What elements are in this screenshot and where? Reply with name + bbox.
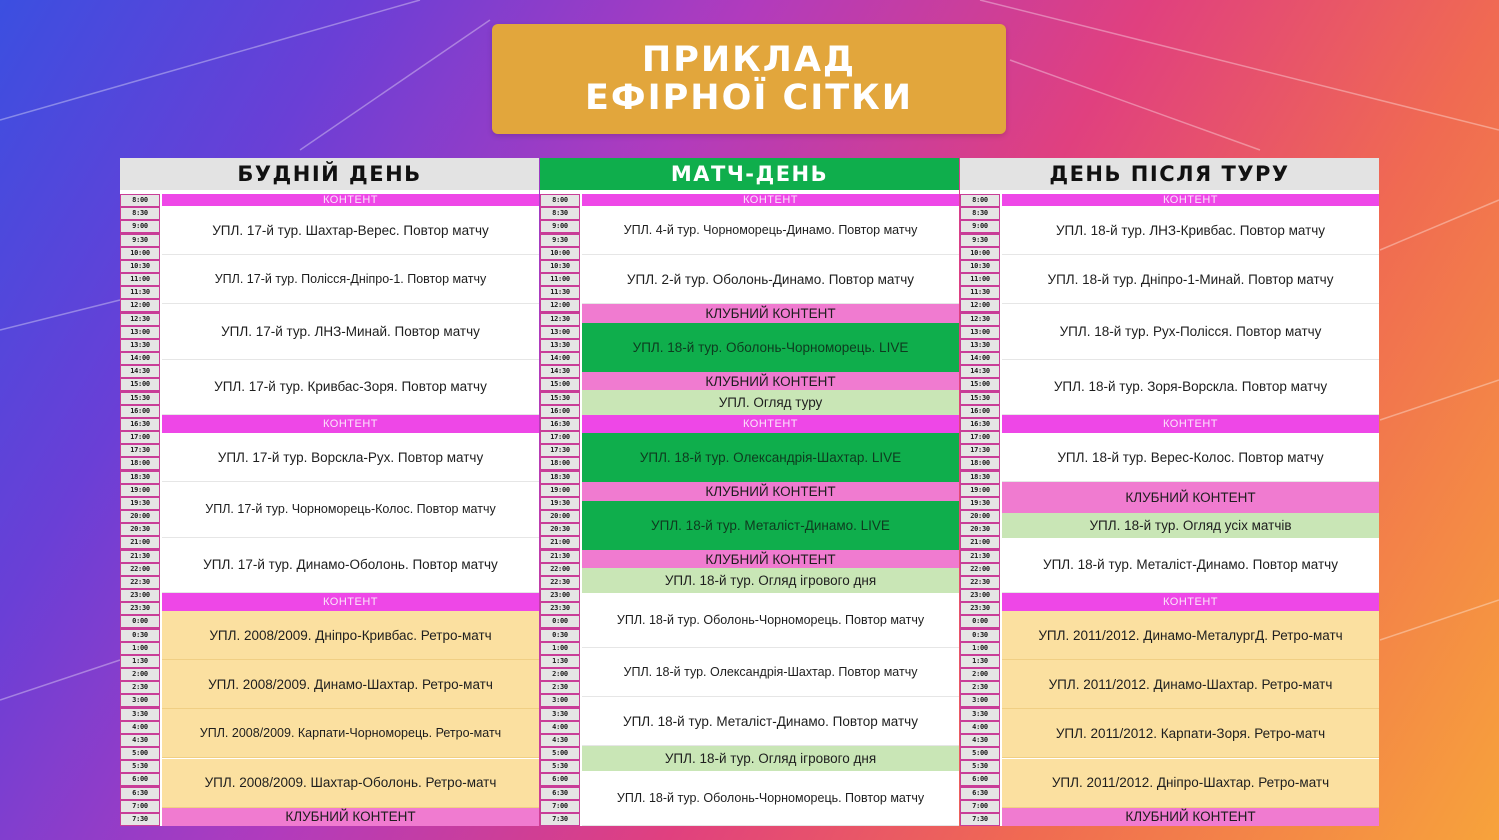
time-tick: 12:30 xyxy=(121,314,159,325)
time-tick: 7:30 xyxy=(961,814,999,825)
time-tick: 0:30 xyxy=(541,630,579,641)
title-line-1: ПРИКЛАД xyxy=(641,40,857,80)
time-tick: 18:00 xyxy=(541,458,579,469)
time-tick: 7:00 xyxy=(541,801,579,812)
column-header-weekday: БУДНІЙ ДЕНЬ xyxy=(120,158,539,190)
time-tick: 21:00 xyxy=(541,537,579,548)
time-tick: 7:00 xyxy=(961,801,999,812)
schedule-block-club: КЛУБНИЙ КОНТЕНТ xyxy=(582,550,959,568)
time-tick: 8:30 xyxy=(541,208,579,219)
time-tick: 5:00 xyxy=(541,748,579,759)
time-tick: 5:30 xyxy=(961,761,999,772)
schedule-block-replay: УПЛ. 4-й тур. Чорноморець-Динамо. Повтор матчу xyxy=(582,206,959,255)
schedule-block-retro: УПЛ. 2011/2012. Динамо-Шахтар. Ретро-матч xyxy=(1002,660,1379,709)
schedule-block-club: КЛУБНИЙ КОНТЕНТ xyxy=(582,482,959,500)
title-line-2: ЕФІРНОЇ СІТКИ xyxy=(584,78,914,118)
time-tick: 2:30 xyxy=(961,682,999,693)
time-tick: 12:00 xyxy=(121,300,159,311)
time-tick: 21:30 xyxy=(121,551,159,562)
time-tick: 20:30 xyxy=(541,524,579,535)
time-tick: 13:00 xyxy=(961,327,999,338)
schedule-block-replay: УПЛ. 17-й тур. Динамо-Оболонь. Повтор матчу xyxy=(162,538,539,593)
schedule-block-replay: УПЛ. 18-й тур. Рух-Полісся. Повтор матчу xyxy=(1002,304,1379,359)
time-tick: 8:00 xyxy=(961,195,999,206)
time-tick: 19:00 xyxy=(541,485,579,496)
time-tick: 9:00 xyxy=(541,221,579,232)
time-tick: 19:30 xyxy=(961,498,999,509)
schedule-block-club: КЛУБНИЙ КОНТЕНТ xyxy=(162,808,539,826)
time-tick: 6:30 xyxy=(961,788,999,799)
time-tick: 15:30 xyxy=(961,393,999,404)
time-tick: 19:00 xyxy=(121,485,159,496)
time-tick: 10:30 xyxy=(961,261,999,272)
schedule-block-replay: УПЛ. 18-й тур. Верес-Колос. Повтор матчу xyxy=(1002,433,1379,482)
column-header-after-round: ДЕНЬ ПІСЛЯ ТУРУ xyxy=(960,158,1379,190)
time-tick: 6:00 xyxy=(121,774,159,785)
time-tick: 23:30 xyxy=(121,603,159,614)
time-tick: 3:30 xyxy=(541,709,579,720)
time-tick: 21:00 xyxy=(961,537,999,548)
time-tick: 18:00 xyxy=(121,458,159,469)
time-tick: 6:30 xyxy=(541,788,579,799)
time-tick: 13:00 xyxy=(541,327,579,338)
time-tick: 19:30 xyxy=(541,498,579,509)
schedule-block-retro: УПЛ. 2008/2009. Динамо-Шахтар. Ретро-матч xyxy=(162,660,539,709)
time-tick: 21:30 xyxy=(961,551,999,562)
time-tick: 9:00 xyxy=(961,221,999,232)
schedule-block-live: УПЛ. 18-й тур. Олександрія-Шахтар. LIVE xyxy=(582,433,959,482)
time-tick: 18:30 xyxy=(121,472,159,483)
title-banner xyxy=(492,24,1006,134)
time-scale xyxy=(960,194,1000,826)
time-tick: 5:30 xyxy=(541,761,579,772)
schedule-block-replay: УПЛ. 18-й тур. Оболонь-Чорноморець. Повтор матчу xyxy=(582,771,959,826)
time-tick: 17:30 xyxy=(121,445,159,456)
schedule-block-retro: УПЛ. 2011/2012. Карпати-Зоря. Ретро-матч xyxy=(1002,709,1379,758)
schedule-block-club: КЛУБНИЙ КОНТЕНТ xyxy=(582,372,959,390)
schedule-block-replay: УПЛ. 17-й тур. Шахтар-Верес. Повтор матчу xyxy=(162,206,539,255)
time-tick: 22:00 xyxy=(541,564,579,575)
time-tick: 21:30 xyxy=(541,551,579,562)
time-tick: 3:30 xyxy=(121,709,159,720)
time-tick: 16:00 xyxy=(961,406,999,417)
time-tick: 15:00 xyxy=(961,379,999,390)
time-tick: 10:00 xyxy=(121,248,159,259)
time-tick: 14:00 xyxy=(961,353,999,364)
schedule-block-replay: УПЛ. 18-й тур. Металіст-Динамо. Повтор матчу xyxy=(582,697,959,746)
time-tick: 8:30 xyxy=(121,208,159,219)
time-tick: 8:30 xyxy=(961,208,999,219)
schedule-block-replay: УПЛ. 18-й тур. Оболонь-Чорноморець. Повтор матчу xyxy=(582,593,959,648)
time-tick: 2:00 xyxy=(961,669,999,680)
time-tick: 4:00 xyxy=(961,722,999,733)
schedule-block-replay: УПЛ. 17-й тур. ЛНЗ-Минай. Повтор матчу xyxy=(162,304,539,359)
schedule-block-live: УПЛ. 18-й тур. Металіст-Динамо. LIVE xyxy=(582,501,959,550)
schedule-block-retro: УПЛ. 2011/2012. Динамо-МеталургД. Ретро-матч xyxy=(1002,611,1379,660)
time-tick: 2:30 xyxy=(541,682,579,693)
time-tick: 5:30 xyxy=(121,761,159,772)
time-tick: 3:30 xyxy=(961,709,999,720)
schedule-block-live: УПЛ. 18-й тур. Оболонь-Чорноморець. LIVE xyxy=(582,323,959,372)
schedule-block-club: КЛУБНИЙ КОНТЕНТ xyxy=(1002,808,1379,826)
time-tick: 11:00 xyxy=(121,274,159,285)
column-weekday xyxy=(120,158,539,826)
time-tick: 23:00 xyxy=(121,590,159,601)
time-tick: 7:30 xyxy=(541,814,579,825)
schedule-block-club: КЛУБНИЙ КОНТЕНТ xyxy=(582,304,959,322)
schedule-block-content: КОНТЕНТ xyxy=(1002,194,1379,206)
time-tick: 16:00 xyxy=(121,406,159,417)
time-tick: 22:30 xyxy=(961,577,999,588)
time-tick: 16:30 xyxy=(121,419,159,430)
time-tick: 3:00 xyxy=(961,695,999,706)
time-tick: 13:30 xyxy=(121,340,159,351)
time-tick: 8:00 xyxy=(121,195,159,206)
time-tick: 21:00 xyxy=(121,537,159,548)
time-tick: 5:00 xyxy=(961,748,999,759)
time-tick: 16:00 xyxy=(541,406,579,417)
time-tick: 1:00 xyxy=(961,643,999,654)
time-tick: 1:00 xyxy=(121,643,159,654)
time-tick: 19:30 xyxy=(121,498,159,509)
time-tick: 1:00 xyxy=(541,643,579,654)
time-tick: 16:30 xyxy=(961,419,999,430)
schedule-block-replay: УПЛ. 2-й тур. Оболонь-Динамо. Повтор матчу xyxy=(582,255,959,304)
time-tick: 14:30 xyxy=(121,366,159,377)
time-tick: 14:30 xyxy=(961,366,999,377)
time-tick: 15:00 xyxy=(121,379,159,390)
time-tick: 16:30 xyxy=(541,419,579,430)
schedule-block-review: УПЛ. Огляд туру xyxy=(582,390,959,415)
time-tick: 4:00 xyxy=(541,722,579,733)
time-tick: 0:30 xyxy=(961,630,999,641)
column-matchday xyxy=(540,158,959,826)
time-tick: 23:30 xyxy=(961,603,999,614)
time-tick: 2:00 xyxy=(121,669,159,680)
time-tick: 2:00 xyxy=(541,669,579,680)
time-tick: 13:00 xyxy=(121,327,159,338)
time-tick: 2:30 xyxy=(121,682,159,693)
schedule-block-replay: УПЛ. 17-й тур. Полісся-Дніпро-1. Повтор матчу xyxy=(162,255,539,304)
schedule-block-retro: УПЛ. 2008/2009. Карпати-Чорноморець. Ретро-матч xyxy=(162,709,539,758)
time-tick: 9:00 xyxy=(121,221,159,232)
time-tick: 12:00 xyxy=(961,300,999,311)
schedule-block-retro: УПЛ. 2008/2009. Шахтар-Оболонь. Ретро-матч xyxy=(162,759,539,808)
time-tick: 13:30 xyxy=(961,340,999,351)
time-tick: 7:30 xyxy=(121,814,159,825)
time-tick: 11:30 xyxy=(961,287,999,298)
time-tick: 20:30 xyxy=(961,524,999,535)
column-after-round xyxy=(960,158,1379,826)
time-tick: 20:30 xyxy=(121,524,159,535)
time-tick: 9:30 xyxy=(541,235,579,246)
time-tick: 14:00 xyxy=(121,353,159,364)
schedule-block-content: КОНТЕНТ xyxy=(162,593,539,611)
time-tick: 4:00 xyxy=(121,722,159,733)
time-tick: 18:00 xyxy=(961,458,999,469)
time-tick: 7:00 xyxy=(121,801,159,812)
time-tick: 18:30 xyxy=(961,472,999,483)
time-tick: 1:30 xyxy=(541,656,579,667)
schedule-block-club: КЛУБНИЙ КОНТЕНТ xyxy=(1002,482,1379,513)
time-tick: 10:00 xyxy=(541,248,579,259)
schedule-block-content: КОНТЕНТ xyxy=(1002,415,1379,433)
schedule-block-content: КОНТЕНТ xyxy=(162,194,539,206)
time-tick: 4:30 xyxy=(121,735,159,746)
time-tick: 23:30 xyxy=(541,603,579,614)
time-tick: 5:00 xyxy=(121,748,159,759)
schedule-block-content: КОНТЕНТ xyxy=(582,415,959,433)
time-tick: 10:30 xyxy=(121,261,159,272)
time-tick: 15:00 xyxy=(541,379,579,390)
time-tick: 8:00 xyxy=(541,195,579,206)
time-tick: 22:00 xyxy=(121,564,159,575)
time-tick: 14:00 xyxy=(541,353,579,364)
time-scale xyxy=(540,194,580,826)
time-tick: 20:00 xyxy=(121,511,159,522)
time-tick: 9:30 xyxy=(961,235,999,246)
schedule-block-review: УПЛ. 18-й тур. Огляд усіх матчів xyxy=(1002,513,1379,538)
schedule-block-content: КОНТЕНТ xyxy=(1002,593,1379,611)
time-tick: 15:30 xyxy=(121,393,159,404)
time-tick: 11:30 xyxy=(121,287,159,298)
schedule-block-replay: УПЛ. 17-й тур. Кривбас-Зоря. Повтор матчу xyxy=(162,360,539,415)
time-tick: 19:00 xyxy=(961,485,999,496)
time-tick: 17:00 xyxy=(541,432,579,443)
time-tick: 17:30 xyxy=(541,445,579,456)
schedule-block-retro: УПЛ. 2011/2012. Дніпро-Шахтар. Ретро-матч xyxy=(1002,759,1379,808)
time-tick: 9:30 xyxy=(121,235,159,246)
time-tick: 1:30 xyxy=(121,656,159,667)
schedule-block-review: УПЛ. 18-й тур. Огляд ігрового дня xyxy=(582,746,959,771)
time-tick: 11:00 xyxy=(541,274,579,285)
time-tick: 17:00 xyxy=(961,432,999,443)
time-tick: 4:30 xyxy=(541,735,579,746)
time-tick: 6:00 xyxy=(961,774,999,785)
time-tick: 0:30 xyxy=(121,630,159,641)
time-tick: 17:00 xyxy=(121,432,159,443)
time-tick: 20:00 xyxy=(541,511,579,522)
time-tick: 23:00 xyxy=(541,590,579,601)
schedule-block-replay: УПЛ. 18-й тур. Дніпро-1-Минай. Повтор матчу xyxy=(1002,255,1379,304)
time-tick: 6:30 xyxy=(121,788,159,799)
time-tick: 15:30 xyxy=(541,393,579,404)
time-tick: 22:00 xyxy=(961,564,999,575)
time-tick: 0:00 xyxy=(961,616,999,627)
time-tick: 20:00 xyxy=(961,511,999,522)
schedule-block-content: КОНТЕНТ xyxy=(582,194,959,206)
time-tick: 4:30 xyxy=(961,735,999,746)
time-tick: 12:30 xyxy=(541,314,579,325)
schedule-block-replay: УПЛ. 17-й тур. Чорноморець-Колос. Повтор матчу xyxy=(162,482,539,537)
time-tick: 10:00 xyxy=(961,248,999,259)
column-header-matchday: МАТЧ-ДЕНЬ xyxy=(540,158,959,190)
time-scale xyxy=(120,194,160,826)
time-tick: 0:00 xyxy=(121,616,159,627)
time-tick: 0:00 xyxy=(541,616,579,627)
time-tick: 11:30 xyxy=(541,287,579,298)
schedule-block-replay: УПЛ. 18-й тур. ЛНЗ-Кривбас. Повтор матчу xyxy=(1002,206,1379,255)
time-tick: 22:30 xyxy=(121,577,159,588)
time-tick: 11:00 xyxy=(961,274,999,285)
time-tick: 14:30 xyxy=(541,366,579,377)
time-tick: 18:30 xyxy=(541,472,579,483)
time-tick: 17:30 xyxy=(961,445,999,456)
schedule-block-retro: УПЛ. 2008/2009. Дніпро-Кривбас. Ретро-матч xyxy=(162,611,539,660)
time-tick: 13:30 xyxy=(541,340,579,351)
schedule-block-replay: УПЛ. 18-й тур. Зоря-Ворскла. Повтор матчу xyxy=(1002,360,1379,415)
time-tick: 12:00 xyxy=(541,300,579,311)
time-tick: 23:00 xyxy=(961,590,999,601)
schedule-block-replay: УПЛ. 17-й тур. Ворскла-Рух. Повтор матчу xyxy=(162,433,539,482)
time-tick: 1:30 xyxy=(961,656,999,667)
schedule-block-replay: УПЛ. 18-й тур. Металіст-Динамо. Повтор матчу xyxy=(1002,538,1379,593)
schedule-block-content: КОНТЕНТ xyxy=(162,415,539,433)
time-tick: 22:30 xyxy=(541,577,579,588)
schedule-block-replay: УПЛ. 18-й тур. Олександрія-Шахтар. Повтор матчу xyxy=(582,648,959,697)
time-tick: 3:00 xyxy=(541,695,579,706)
schedule-block-review: УПЛ. 18-й тур. Огляд ігрового дня xyxy=(582,568,959,593)
time-tick: 10:30 xyxy=(541,261,579,272)
time-tick: 3:00 xyxy=(121,695,159,706)
time-tick: 12:30 xyxy=(961,314,999,325)
time-tick: 6:00 xyxy=(541,774,579,785)
